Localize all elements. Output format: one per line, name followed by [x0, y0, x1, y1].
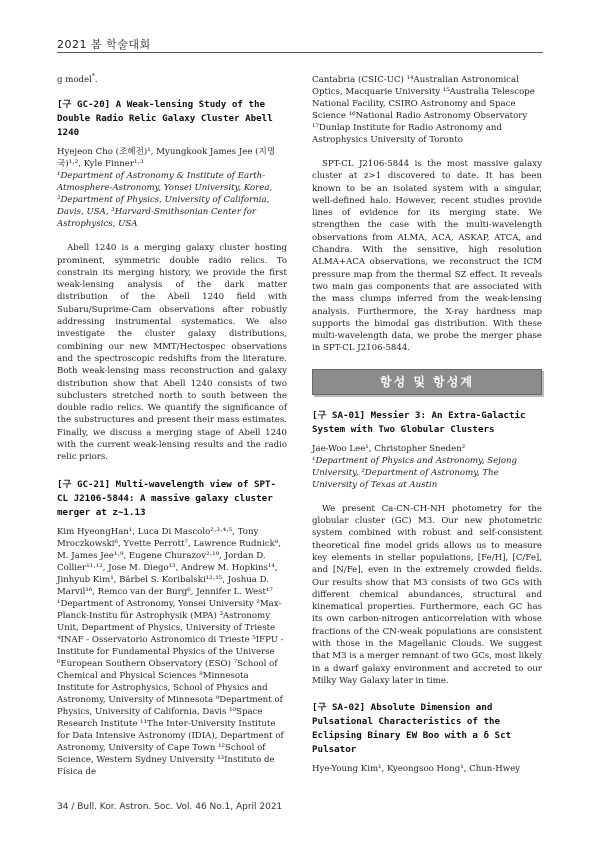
- gc20-title: [구 GC-20] A Weak-lensing Study of the Double Radio Relic Galaxy Cluster Abell 1240: [57, 99, 273, 139]
- sa01-abstract: We present Ca-CN-CH-NH photometry for the globular cluster (GC) M3. Our new photometric system combined with robust and self-consistent theoretical fine model grids allows us to measure key elements in stellar populations, [Fe/H], [C/Fe], and [N/Fe], even in the extremely crowded fields. Our results show that M3 consists of two GCs with different chemical abundances, structural and kinematical properties. Furthermore, each GC has its own carbon-nitrogen anticorrelation with whose fractions of the CN-weak populations are consistent with those in the Magellanic Clouds. We suggest that M3 is a merger remnant of two GCs, most likely in a dwarf galaxy environment and accreted to our Milky Way Galaxy later in time.: [312, 503, 542, 686]
- sa01-title: [구 SA-01] Messier 3: An Extra-Galactic System with Two Globular Clusters: [312, 409, 526, 435]
- continued-text: g model*.: [57, 73, 98, 85]
- gc20-abstract: Abell 1240 is a merging galaxy cluster hosting prominent, symmetric double radio relics. To constrain its merging history, we provide the first weak-lensing analysis of the dark matter distribution of the Abell 1240 field with Subaru/Suprime-Cam observations after robustly addressing instrumental systematics. We also investigate the cluster galaxy distributions, combining our new MMT/Hectospec observations and the spectroscopic redshifts from the literature. Both weak-lensing mass reconstruction and galaxy distribution show that Abell 1240 consists of two subclusters stretched north to south between the double radio relics. We quantify the significance of the substructures and present their mass estimates. Finally, we discuss a merging stage of Abell 1240 with the current weak-lensing results and the radio relic priors.: [57, 243, 287, 463]
- sa01-authors: Jae-Woo Lee¹, Christopher Sneden²: [312, 443, 466, 454]
- sa02-authors: Hye-Young Kim¹, Kyeongsoo Hong¹, Chun-Hwey: [312, 764, 521, 775]
- left-column: [57, 74, 287, 790]
- lead-text: g model: [57, 75, 92, 85]
- section-heading-stars: 항성 및 항성계: [312, 369, 542, 395]
- gc21-authors: Kim HyeongHan¹, Luca Di Mascolo²·³·⁴·⁵, Tony Mroczkowski⁶, Yvette Perrott⁷, Lawrence Rudnick⁸, M. James Jee¹·⁹, Eugene Churazov²·¹⁰, Jordan D. Collier¹¹·¹², Jose M. Diego¹³, Andrew M. Hopkins¹⁴, Jinhyub Kim¹, Bärbel S. Koribalski¹²·¹⁵, Joshua D. Marvil¹⁶, Remco van der Burg⁶, Jennifer L. West¹⁷: [57, 526, 281, 597]
- sa01-affiliations: ¹Department of Physics and Astronomy, Sejong University, ²Department of Astronomy, The University of Texas at Austin: [312, 455, 518, 490]
- header-divider: [57, 52, 543, 53]
- gc21-affiliations-continued: Cantabria (CSIC-UC) ¹⁴Australian Astronomical Optics, Macquarie University ¹⁵Australia Telescope National Facility, CSIRO Astronomy and Space Science ¹⁶National Radio Astronomy Observatory ¹⁷Dunlap Institute for Radio Astronomy and Astrophysics University of Toronto: [312, 75, 535, 145]
- gc20-authors: Hyejeon Cho (조혜전)¹, Myungkook James Jee (지명국)¹·², Kyle Finner¹·³: [57, 147, 276, 170]
- gc21-title: [구 GC-21] Multi-wavelength view of SPT-CL J2106-5844: A massive galaxy cluster merger at z~1.13: [57, 478, 277, 518]
- gc21-affiliations: ¹Department of Astronomy, Yonsei University ²Max-Planck-Institu für Astrophysik (MPA) ³Astronomy Unit, Department of Physics, University of Trieste ⁴INAF - Osservatorio Astronomico di Trieste ⁵IFPU - Institute for Fundamental Physics of the Universe ⁶European Southern Observatory (ESO) ⁷School of Chemical and Physical Sciences ⁸Minnesota Institute for Astrophysics, School of Physics and Astronomy, University of Minnesota ⁹Department of Physics, University of California, Davis ¹⁰Space Research Institute ¹¹The Inter-University Institute for Data Intensive Astronomy (IDIA), Department of Astronomy, University of Cape Town ¹²School of Science, Western Sydney University ¹³Instituto de Física de: [57, 598, 284, 777]
- lead-superscript: *: [91, 73, 95, 81]
- right-column: [312, 74, 542, 775]
- sa02-title: [구 SA-02] Absolute Dimension and Pulsational Characteristics of the Eclipsing Binary EW Boo with a δ Sct Pulsator: [312, 702, 512, 756]
- gc21-abstract: SPT-CL J2106-5844 is the most massive galaxy cluster at z>1 discovered to date. It has been known to be an isolated system with a singular, well-defined halo. However, recent studies provide lines of evidence for its merging state. We strengthen the case with the multi-wavelength observations from ALMA, ACA, ASKAP, ATCA, and Chandra. With the sensitive, high resolution ALMA+ACA observations, we reconstruct the ICM pressure map from the thermal SZ effect. It reveals two main gas components that are associated with the mass clumps inferred from the weak-lensing analysis. Furthermore, the X-ray hardness map supports the bimodal gas distribution. With these multi-wavelength data, we probe the merger phase in SPT-CL J2106-5844.: [312, 159, 542, 354]
- gc20-affiliations: ¹Department of Astronomy & Institute of Earth-Atmosphere-Astronomy, Yonsei University, Korea, ²Department of Physics, University of California, Davis, USA, ³Harvard-Smithsonian Center for Astrophysics, USA: [57, 171, 273, 230]
- running-title: 2021 봄 학술대회: [57, 38, 151, 51]
- page-footer: 34 / Bull. Kor. Astron. Soc. Vol. 46 No.1, April 2021: [57, 802, 283, 812]
